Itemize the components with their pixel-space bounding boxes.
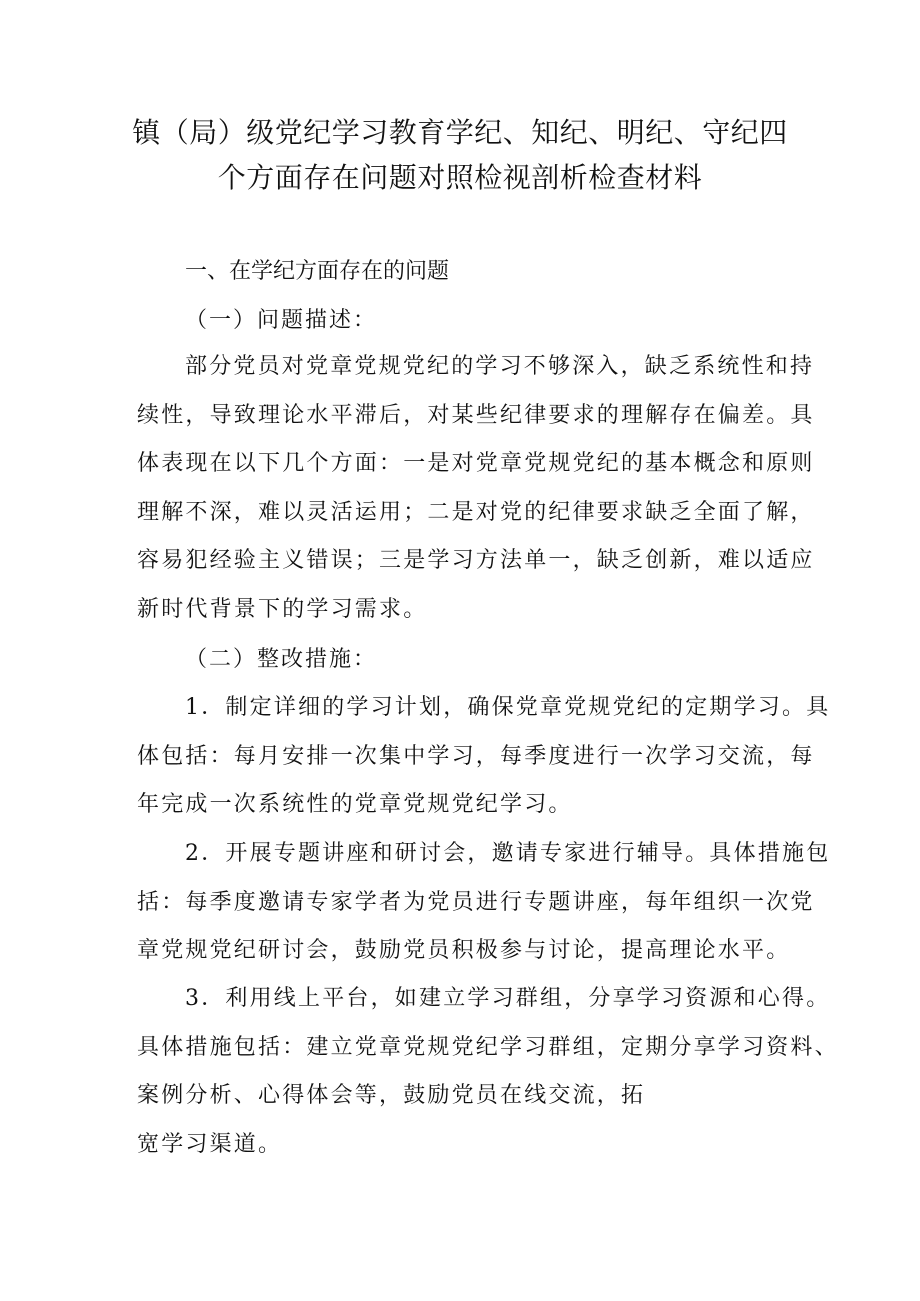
subsection-2-heading: （二）整改措施：	[185, 647, 378, 672]
section-1-heading: 一、在学纪方面存在的问题	[185, 259, 450, 284]
paragraph-line: 年完成一次系统性的党章党规党纪学习。	[137, 792, 573, 817]
document-title-line-2: 个方面存在问题对照检视剖析检查材料	[217, 161, 703, 194]
paragraph-line: 体包括：每月安排一次集中学习，每季度进行一次学习交流，每	[137, 743, 815, 769]
paragraph-line: 1．制定详细的学习计划，确保党章党规党纪的定期学习。具	[185, 695, 831, 720]
problem-description-paragraph	[137, 343, 815, 634]
paragraph-line: 2．开展专题讲座和研讨会，邀请专家进行辅导。具体措施包	[185, 841, 831, 866]
paragraph-line: 续性，导致理论水平滞后，对某些纪律要求的理解存在偏差。具	[137, 402, 815, 428]
paragraph-line: 理解不深，难以灵活运用；二是对党的纪律要求缺乏全面了解，	[137, 499, 815, 525]
paragraph-line: 3．利用线上平台，如建立学习群组，分享学习资源和心得。	[185, 986, 831, 1011]
paragraph-line: 容易犯经验主义错误；三是学习方法单一，缺乏创新，难以适应	[137, 548, 815, 573]
document-title-line-1: 镇（局）级党纪学习教育学纪、知纪、明纪、守纪四	[132, 116, 788, 149]
paragraph-line: 新时代背景下的学习需求。	[137, 596, 428, 622]
measure-item-1	[137, 684, 831, 830]
paragraph-line: 宽学习渠道。	[137, 1131, 283, 1157]
paragraph-line: 具体措施包括：建立党章党规党纪学习群组，定期分享学习资料、	[137, 1034, 839, 1060]
paragraph-line: 案例分析、心得体会等，鼓励党员在线交流，拓	[137, 1083, 646, 1108]
subsection-1-heading: （一）问题描述：	[185, 308, 378, 333]
measure-item-2	[137, 830, 831, 976]
paragraph-line: 括：每季度邀请专家学者为党员进行专题讲座，每年组织一次党	[137, 889, 815, 915]
measure-item-3	[137, 975, 839, 1169]
paragraph-line: 体表现在以下几个方面：一是对党章党规党纪的基本概念和原则	[137, 451, 815, 476]
paragraph-line: 章党规党纪研讨会，鼓励党员积极参与讨论，提高理论水平。	[137, 938, 791, 963]
paragraph-line: 部分党员对党章党规党纪的学习不够深入，缺乏系统性和持	[185, 354, 815, 379]
